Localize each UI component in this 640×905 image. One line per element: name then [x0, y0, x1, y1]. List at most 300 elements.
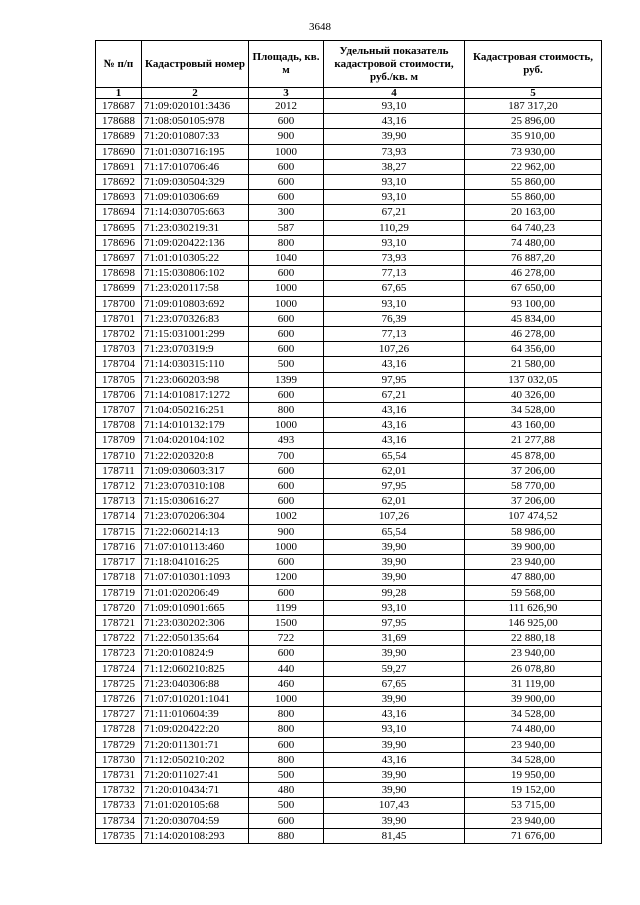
header-cadastral-number: Кадастровый номер: [142, 41, 249, 88]
row-number-cell: 178693: [96, 190, 142, 205]
table-row: [96, 418, 602, 433]
table-row: [96, 585, 602, 600]
area-cell: 600: [249, 737, 324, 752]
area-cell: 1399: [249, 372, 324, 387]
cadastral-cost-cell: 20 163,00: [465, 205, 602, 220]
table-row: [96, 114, 602, 129]
table-row: [96, 357, 602, 372]
specific-value-cell: 76,39: [324, 311, 465, 326]
specific-value-cell: 31,69: [324, 631, 465, 646]
header-row: [96, 41, 602, 88]
area-cell: 300: [249, 205, 324, 220]
area-cell: 440: [249, 661, 324, 676]
table-row: [96, 722, 602, 737]
table-row: [96, 266, 602, 281]
header-row-number: № п/п: [96, 41, 142, 88]
row-number-cell: 178701: [96, 311, 142, 326]
specific-value-cell: 43,16: [324, 114, 465, 129]
area-cell: 600: [249, 266, 324, 281]
cadastral-number-cell: 71:09:020422:136: [142, 235, 249, 250]
area-cell: 600: [249, 585, 324, 600]
area-cell: 600: [249, 190, 324, 205]
table-row: [96, 281, 602, 296]
cadastral-number-cell: 71:09:010901:665: [142, 600, 249, 615]
row-number-cell: 178688: [96, 114, 142, 129]
row-number-cell: 178699: [96, 281, 142, 296]
row-number-cell: 178724: [96, 661, 142, 676]
column-number: 5: [465, 88, 602, 99]
cadastral-cost-cell: 58 986,00: [465, 524, 602, 539]
cadastral-cost-cell: 107 474,52: [465, 509, 602, 524]
header-cadastral-cost: Кадастровая стоимость, руб.: [465, 41, 602, 88]
row-number-cell: 178725: [96, 676, 142, 691]
header-specific-value: Удельный показатель кадастровой стоимости, руб./кв. м: [324, 41, 465, 88]
row-number-cell: 178707: [96, 403, 142, 418]
table-row: [96, 433, 602, 448]
cadastral-cost-cell: 23 940,00: [465, 737, 602, 752]
specific-value-cell: 67,21: [324, 205, 465, 220]
table-row: [96, 327, 602, 342]
row-number-cell: 178715: [96, 524, 142, 539]
table-row: [96, 676, 602, 691]
specific-value-cell: 73,93: [324, 251, 465, 266]
table-row: [96, 737, 602, 752]
specific-value-cell: 43,16: [324, 357, 465, 372]
cadastral-number-cell: 71:08:050105:978: [142, 114, 249, 129]
cadastral-number-cell: 71:09:010306:69: [142, 190, 249, 205]
specific-value-cell: 93,10: [324, 175, 465, 190]
table-row: [96, 828, 602, 843]
cadastral-cost-cell: 55 860,00: [465, 175, 602, 190]
specific-value-cell: 65,54: [324, 448, 465, 463]
table-row: [96, 159, 602, 174]
area-cell: 1000: [249, 539, 324, 554]
table-row: [96, 251, 602, 266]
cadastral-cost-cell: 35 910,00: [465, 129, 602, 144]
area-cell: 800: [249, 722, 324, 737]
table-row: [96, 691, 602, 706]
specific-value-cell: 39,90: [324, 570, 465, 585]
specific-value-cell: 93,10: [324, 190, 465, 205]
cadastral-number-cell: 71:07:010201:1041: [142, 691, 249, 706]
cadastral-cost-cell: 187 317,20: [465, 99, 602, 114]
page-number: 3648: [309, 21, 331, 33]
column-number: 2: [142, 88, 249, 99]
specific-value-cell: 107,26: [324, 342, 465, 357]
cadastral-number-cell: 71:11:010604:39: [142, 707, 249, 722]
cadastral-cost-cell: 46 278,00: [465, 266, 602, 281]
specific-value-cell: 39,90: [324, 813, 465, 828]
cadastral-number-cell: 71:04:020104:102: [142, 433, 249, 448]
table-row: [96, 798, 602, 813]
cadastral-cost-cell: 47 880,00: [465, 570, 602, 585]
row-number-cell: 178735: [96, 828, 142, 843]
row-number-cell: 178712: [96, 479, 142, 494]
cadastral-number-cell: 71:20:011027:41: [142, 767, 249, 782]
table-row: [96, 539, 602, 554]
table-row: [96, 752, 602, 767]
row-number-cell: 178703: [96, 342, 142, 357]
specific-value-cell: 59,27: [324, 661, 465, 676]
area-cell: 493: [249, 433, 324, 448]
cadastral-number-cell: 71:12:050210:202: [142, 752, 249, 767]
table-row: [96, 661, 602, 676]
specific-value-cell: 39,90: [324, 737, 465, 752]
cadastral-value-table: [95, 40, 602, 844]
specific-value-cell: 99,28: [324, 585, 465, 600]
specific-value-cell: 67,65: [324, 676, 465, 691]
table-row: [96, 615, 602, 630]
table-row: [96, 372, 602, 387]
cadastral-cost-cell: 37 206,00: [465, 463, 602, 478]
specific-value-cell: 81,45: [324, 828, 465, 843]
cadastral-cost-cell: 45 878,00: [465, 448, 602, 463]
specific-value-cell: 39,90: [324, 783, 465, 798]
cadastral-number-cell: 71:23:020117:58: [142, 281, 249, 296]
specific-value-cell: 43,16: [324, 752, 465, 767]
specific-value-cell: 38,27: [324, 159, 465, 174]
area-cell: 500: [249, 357, 324, 372]
table-row: [96, 99, 602, 114]
cadastral-cost-cell: 25 896,00: [465, 114, 602, 129]
area-cell: 900: [249, 524, 324, 539]
area-cell: 600: [249, 555, 324, 570]
cadastral-number-cell: 71:17:010706:46: [142, 159, 249, 174]
cadastral-cost-cell: 53 715,00: [465, 798, 602, 813]
cadastral-number-cell: 71:23:060203:98: [142, 372, 249, 387]
table-row: [96, 311, 602, 326]
cadastral-number-cell: 71:01:010305:22: [142, 251, 249, 266]
table-row: [96, 555, 602, 570]
cadastral-cost-cell: 43 160,00: [465, 418, 602, 433]
cadastral-cost-cell: 19 950,00: [465, 767, 602, 782]
cadastral-number-cell: 71:20:030704:59: [142, 813, 249, 828]
table-row: [96, 220, 602, 235]
column-number: 4: [324, 88, 465, 99]
row-number-cell: 178730: [96, 752, 142, 767]
specific-value-cell: 67,21: [324, 387, 465, 402]
cadastral-number-cell: 71:09:010803:692: [142, 296, 249, 311]
cadastral-number-cell: 71:23:070310:108: [142, 479, 249, 494]
table-row: [96, 783, 602, 798]
specific-value-cell: 65,54: [324, 524, 465, 539]
cadastral-number-cell: 71:20:010807:33: [142, 129, 249, 144]
cadastral-number-cell: 71:20:010824:9: [142, 646, 249, 661]
area-cell: 2012: [249, 99, 324, 114]
cadastral-cost-cell: 23 940,00: [465, 646, 602, 661]
specific-value-cell: 77,13: [324, 327, 465, 342]
area-cell: 1000: [249, 418, 324, 433]
specific-value-cell: 73,93: [324, 144, 465, 159]
specific-value-cell: 39,90: [324, 539, 465, 554]
cadastral-cost-cell: 67 650,00: [465, 281, 602, 296]
row-number-cell: 178689: [96, 129, 142, 144]
row-number-cell: 178714: [96, 509, 142, 524]
cadastral-number-cell: 71:07:010113:460: [142, 539, 249, 554]
cadastral-number-cell: 71:22:050135:64: [142, 631, 249, 646]
area-cell: 480: [249, 783, 324, 798]
row-number-cell: 178733: [96, 798, 142, 813]
specific-value-cell: 107,26: [324, 509, 465, 524]
cadastral-number-cell: 71:09:020422:20: [142, 722, 249, 737]
specific-value-cell: 39,90: [324, 691, 465, 706]
specific-value-cell: 62,01: [324, 463, 465, 478]
table-row: [96, 403, 602, 418]
cadastral-cost-cell: 46 278,00: [465, 327, 602, 342]
cadastral-number-cell: 71:14:020108:293: [142, 828, 249, 843]
specific-value-cell: 43,16: [324, 433, 465, 448]
cadastral-cost-cell: 76 887,20: [465, 251, 602, 266]
area-cell: 722: [249, 631, 324, 646]
specific-value-cell: 97,95: [324, 372, 465, 387]
table-row: [96, 342, 602, 357]
row-number-cell: 178710: [96, 448, 142, 463]
cadastral-number-cell: 71:01:030716:195: [142, 144, 249, 159]
area-cell: 587: [249, 220, 324, 235]
area-cell: 600: [249, 387, 324, 402]
table-row: [96, 509, 602, 524]
cadastral-cost-cell: 40 326,00: [465, 387, 602, 402]
area-cell: 600: [249, 114, 324, 129]
table-row: [96, 387, 602, 402]
specific-value-cell: 67,65: [324, 281, 465, 296]
cadastral-number-cell: 71:20:011301:71: [142, 737, 249, 752]
row-number-cell: 178719: [96, 585, 142, 600]
area-cell: 600: [249, 813, 324, 828]
area-cell: 600: [249, 311, 324, 326]
specific-value-cell: 39,90: [324, 555, 465, 570]
area-cell: 1040: [249, 251, 324, 266]
row-number-cell: 178697: [96, 251, 142, 266]
cadastral-cost-cell: 58 770,00: [465, 479, 602, 494]
cadastral-cost-cell: 31 119,00: [465, 676, 602, 691]
cadastral-number-cell: 71:09:030603:317: [142, 463, 249, 478]
table-row: [96, 600, 602, 615]
area-cell: 1000: [249, 691, 324, 706]
cadastral-cost-cell: 34 528,00: [465, 403, 602, 418]
row-number-cell: 178690: [96, 144, 142, 159]
row-number-cell: 178732: [96, 783, 142, 798]
row-number-cell: 178734: [96, 813, 142, 828]
row-number-cell: 178700: [96, 296, 142, 311]
specific-value-cell: 93,10: [324, 99, 465, 114]
table-row: [96, 144, 602, 159]
column-number: 1: [96, 88, 142, 99]
row-number-cell: 178721: [96, 615, 142, 630]
column-number-row: [96, 88, 602, 99]
cadastral-number-cell: 71:14:010132:179: [142, 418, 249, 433]
area-cell: 1002: [249, 509, 324, 524]
area-cell: 880: [249, 828, 324, 843]
cadastral-cost-cell: 73 930,00: [465, 144, 602, 159]
cadastral-number-cell: 71:07:010301:1093: [142, 570, 249, 585]
specific-value-cell: 93,10: [324, 235, 465, 250]
area-cell: 600: [249, 646, 324, 661]
cadastral-cost-cell: 45 834,00: [465, 311, 602, 326]
area-cell: 500: [249, 798, 324, 813]
specific-value-cell: 39,90: [324, 767, 465, 782]
row-number-cell: 178717: [96, 555, 142, 570]
row-number-cell: 178729: [96, 737, 142, 752]
cadastral-number-cell: 71:23:070319:9: [142, 342, 249, 357]
row-number-cell: 178720: [96, 600, 142, 615]
area-cell: 1000: [249, 281, 324, 296]
table-row: [96, 296, 602, 311]
row-number-cell: 178728: [96, 722, 142, 737]
table-row: [96, 494, 602, 509]
table-row: [96, 479, 602, 494]
area-cell: 800: [249, 403, 324, 418]
specific-value-cell: 93,10: [324, 722, 465, 737]
area-cell: 800: [249, 235, 324, 250]
area-cell: 1000: [249, 296, 324, 311]
row-number-cell: 178708: [96, 418, 142, 433]
row-number-cell: 178718: [96, 570, 142, 585]
table-row: [96, 175, 602, 190]
table-row: [96, 190, 602, 205]
specific-value-cell: 110,29: [324, 220, 465, 235]
cadastral-number-cell: 71:14:030705:663: [142, 205, 249, 220]
table-row: [96, 631, 602, 646]
table-row: [96, 129, 602, 144]
row-number-cell: 178694: [96, 205, 142, 220]
specific-value-cell: 43,16: [324, 707, 465, 722]
cadastral-cost-cell: 23 940,00: [465, 555, 602, 570]
specific-value-cell: 77,13: [324, 266, 465, 281]
specific-value-cell: 97,95: [324, 615, 465, 630]
row-number-cell: 178702: [96, 327, 142, 342]
cadastral-number-cell: 71:23:030202:306: [142, 615, 249, 630]
row-number-cell: 178711: [96, 463, 142, 478]
cadastral-cost-cell: 111 626,90: [465, 600, 602, 615]
cadastral-cost-cell: 64 356,00: [465, 342, 602, 357]
table-row: [96, 570, 602, 585]
table-body: [96, 99, 602, 844]
cadastral-number-cell: 71:04:050216:251: [142, 403, 249, 418]
column-number: 3: [249, 88, 324, 99]
row-number-cell: 178692: [96, 175, 142, 190]
cadastral-number-cell: 71:18:041016:25: [142, 555, 249, 570]
row-number-cell: 178722: [96, 631, 142, 646]
row-number-cell: 178716: [96, 539, 142, 554]
area-cell: 600: [249, 463, 324, 478]
cadastral-number-cell: 71:01:020105:68: [142, 798, 249, 813]
cadastral-number-cell: 71:12:060210:825: [142, 661, 249, 676]
area-cell: 700: [249, 448, 324, 463]
cadastral-cost-cell: 64 740,23: [465, 220, 602, 235]
cadastral-cost-cell: 71 676,00: [465, 828, 602, 843]
row-number-cell: 178731: [96, 767, 142, 782]
cadastral-cost-cell: 21 580,00: [465, 357, 602, 372]
cadastral-cost-cell: 22 880,18: [465, 631, 602, 646]
cadastral-number-cell: 71:23:070206:304: [142, 509, 249, 524]
area-cell: 1500: [249, 615, 324, 630]
cadastral-number-cell: 71:01:020206:49: [142, 585, 249, 600]
cadastral-cost-cell: 34 528,00: [465, 707, 602, 722]
cadastral-number-cell: 71:14:010817:1272: [142, 387, 249, 402]
cadastral-cost-cell: 39 900,00: [465, 691, 602, 706]
area-cell: 460: [249, 676, 324, 691]
table-header: [96, 41, 602, 99]
table-row: [96, 448, 602, 463]
specific-value-cell: 93,10: [324, 296, 465, 311]
specific-value-cell: 93,10: [324, 600, 465, 615]
area-cell: 1000: [249, 144, 324, 159]
specific-value-cell: 107,43: [324, 798, 465, 813]
area-cell: 600: [249, 494, 324, 509]
cadastral-cost-cell: 37 206,00: [465, 494, 602, 509]
table-row: [96, 235, 602, 250]
specific-value-cell: 39,90: [324, 129, 465, 144]
row-number-cell: 178706: [96, 387, 142, 402]
table-row: [96, 813, 602, 828]
cadastral-cost-cell: 93 100,00: [465, 296, 602, 311]
row-number-cell: 178713: [96, 494, 142, 509]
table-row: [96, 463, 602, 478]
cadastral-number-cell: 71:23:030219:31: [142, 220, 249, 235]
area-cell: 800: [249, 752, 324, 767]
specific-value-cell: 43,16: [324, 418, 465, 433]
cadastral-number-cell: 71:22:060214:13: [142, 524, 249, 539]
row-number-cell: 178709: [96, 433, 142, 448]
cadastral-number-cell: 71:09:020101:3436: [142, 99, 249, 114]
cadastral-cost-cell: 26 078,80: [465, 661, 602, 676]
area-cell: 600: [249, 327, 324, 342]
table-row: [96, 707, 602, 722]
cadastral-number-cell: 71:15:030616:27: [142, 494, 249, 509]
cadastral-number-cell: 71:09:030504:329: [142, 175, 249, 190]
area-cell: 800: [249, 707, 324, 722]
row-number-cell: 178726: [96, 691, 142, 706]
area-cell: 500: [249, 767, 324, 782]
cadastral-cost-cell: 74 480,00: [465, 235, 602, 250]
cadastral-number-cell: 71:20:010434:71: [142, 783, 249, 798]
cadastral-cost-cell: 137 032,05: [465, 372, 602, 387]
cadastral-cost-cell: 23 940,00: [465, 813, 602, 828]
cadastral-cost-cell: 34 528,00: [465, 752, 602, 767]
cadastral-cost-cell: 55 860,00: [465, 190, 602, 205]
table-row: [96, 646, 602, 661]
row-number-cell: 178687: [96, 99, 142, 114]
cadastral-number-cell: 71:23:040306:88: [142, 676, 249, 691]
area-cell: 600: [249, 479, 324, 494]
cadastral-number-cell: 71:15:031001:299: [142, 327, 249, 342]
header-area: Площадь, кв. м: [249, 41, 324, 88]
area-cell: 1200: [249, 570, 324, 585]
cadastral-cost-cell: 19 152,00: [465, 783, 602, 798]
area-cell: 900: [249, 129, 324, 144]
cadastral-number-cell: 71:23:070326:83: [142, 311, 249, 326]
cadastral-cost-cell: 146 925,00: [465, 615, 602, 630]
cadastral-number-cell: 71:22:020320:8: [142, 448, 249, 463]
cadastral-number-cell: 71:15:030806:102: [142, 266, 249, 281]
row-number-cell: 178696: [96, 235, 142, 250]
specific-value-cell: 43,16: [324, 403, 465, 418]
area-cell: 600: [249, 342, 324, 357]
row-number-cell: 178727: [96, 707, 142, 722]
table-row: [96, 767, 602, 782]
row-number-cell: 178723: [96, 646, 142, 661]
cadastral-cost-cell: 39 900,00: [465, 539, 602, 554]
cadastral-cost-cell: 59 568,00: [465, 585, 602, 600]
table-row: [96, 524, 602, 539]
cadastral-cost-cell: 22 962,00: [465, 159, 602, 174]
specific-value-cell: 39,90: [324, 646, 465, 661]
area-cell: 600: [249, 159, 324, 174]
specific-value-cell: 62,01: [324, 494, 465, 509]
area-cell: 600: [249, 175, 324, 190]
row-number-cell: 178691: [96, 159, 142, 174]
